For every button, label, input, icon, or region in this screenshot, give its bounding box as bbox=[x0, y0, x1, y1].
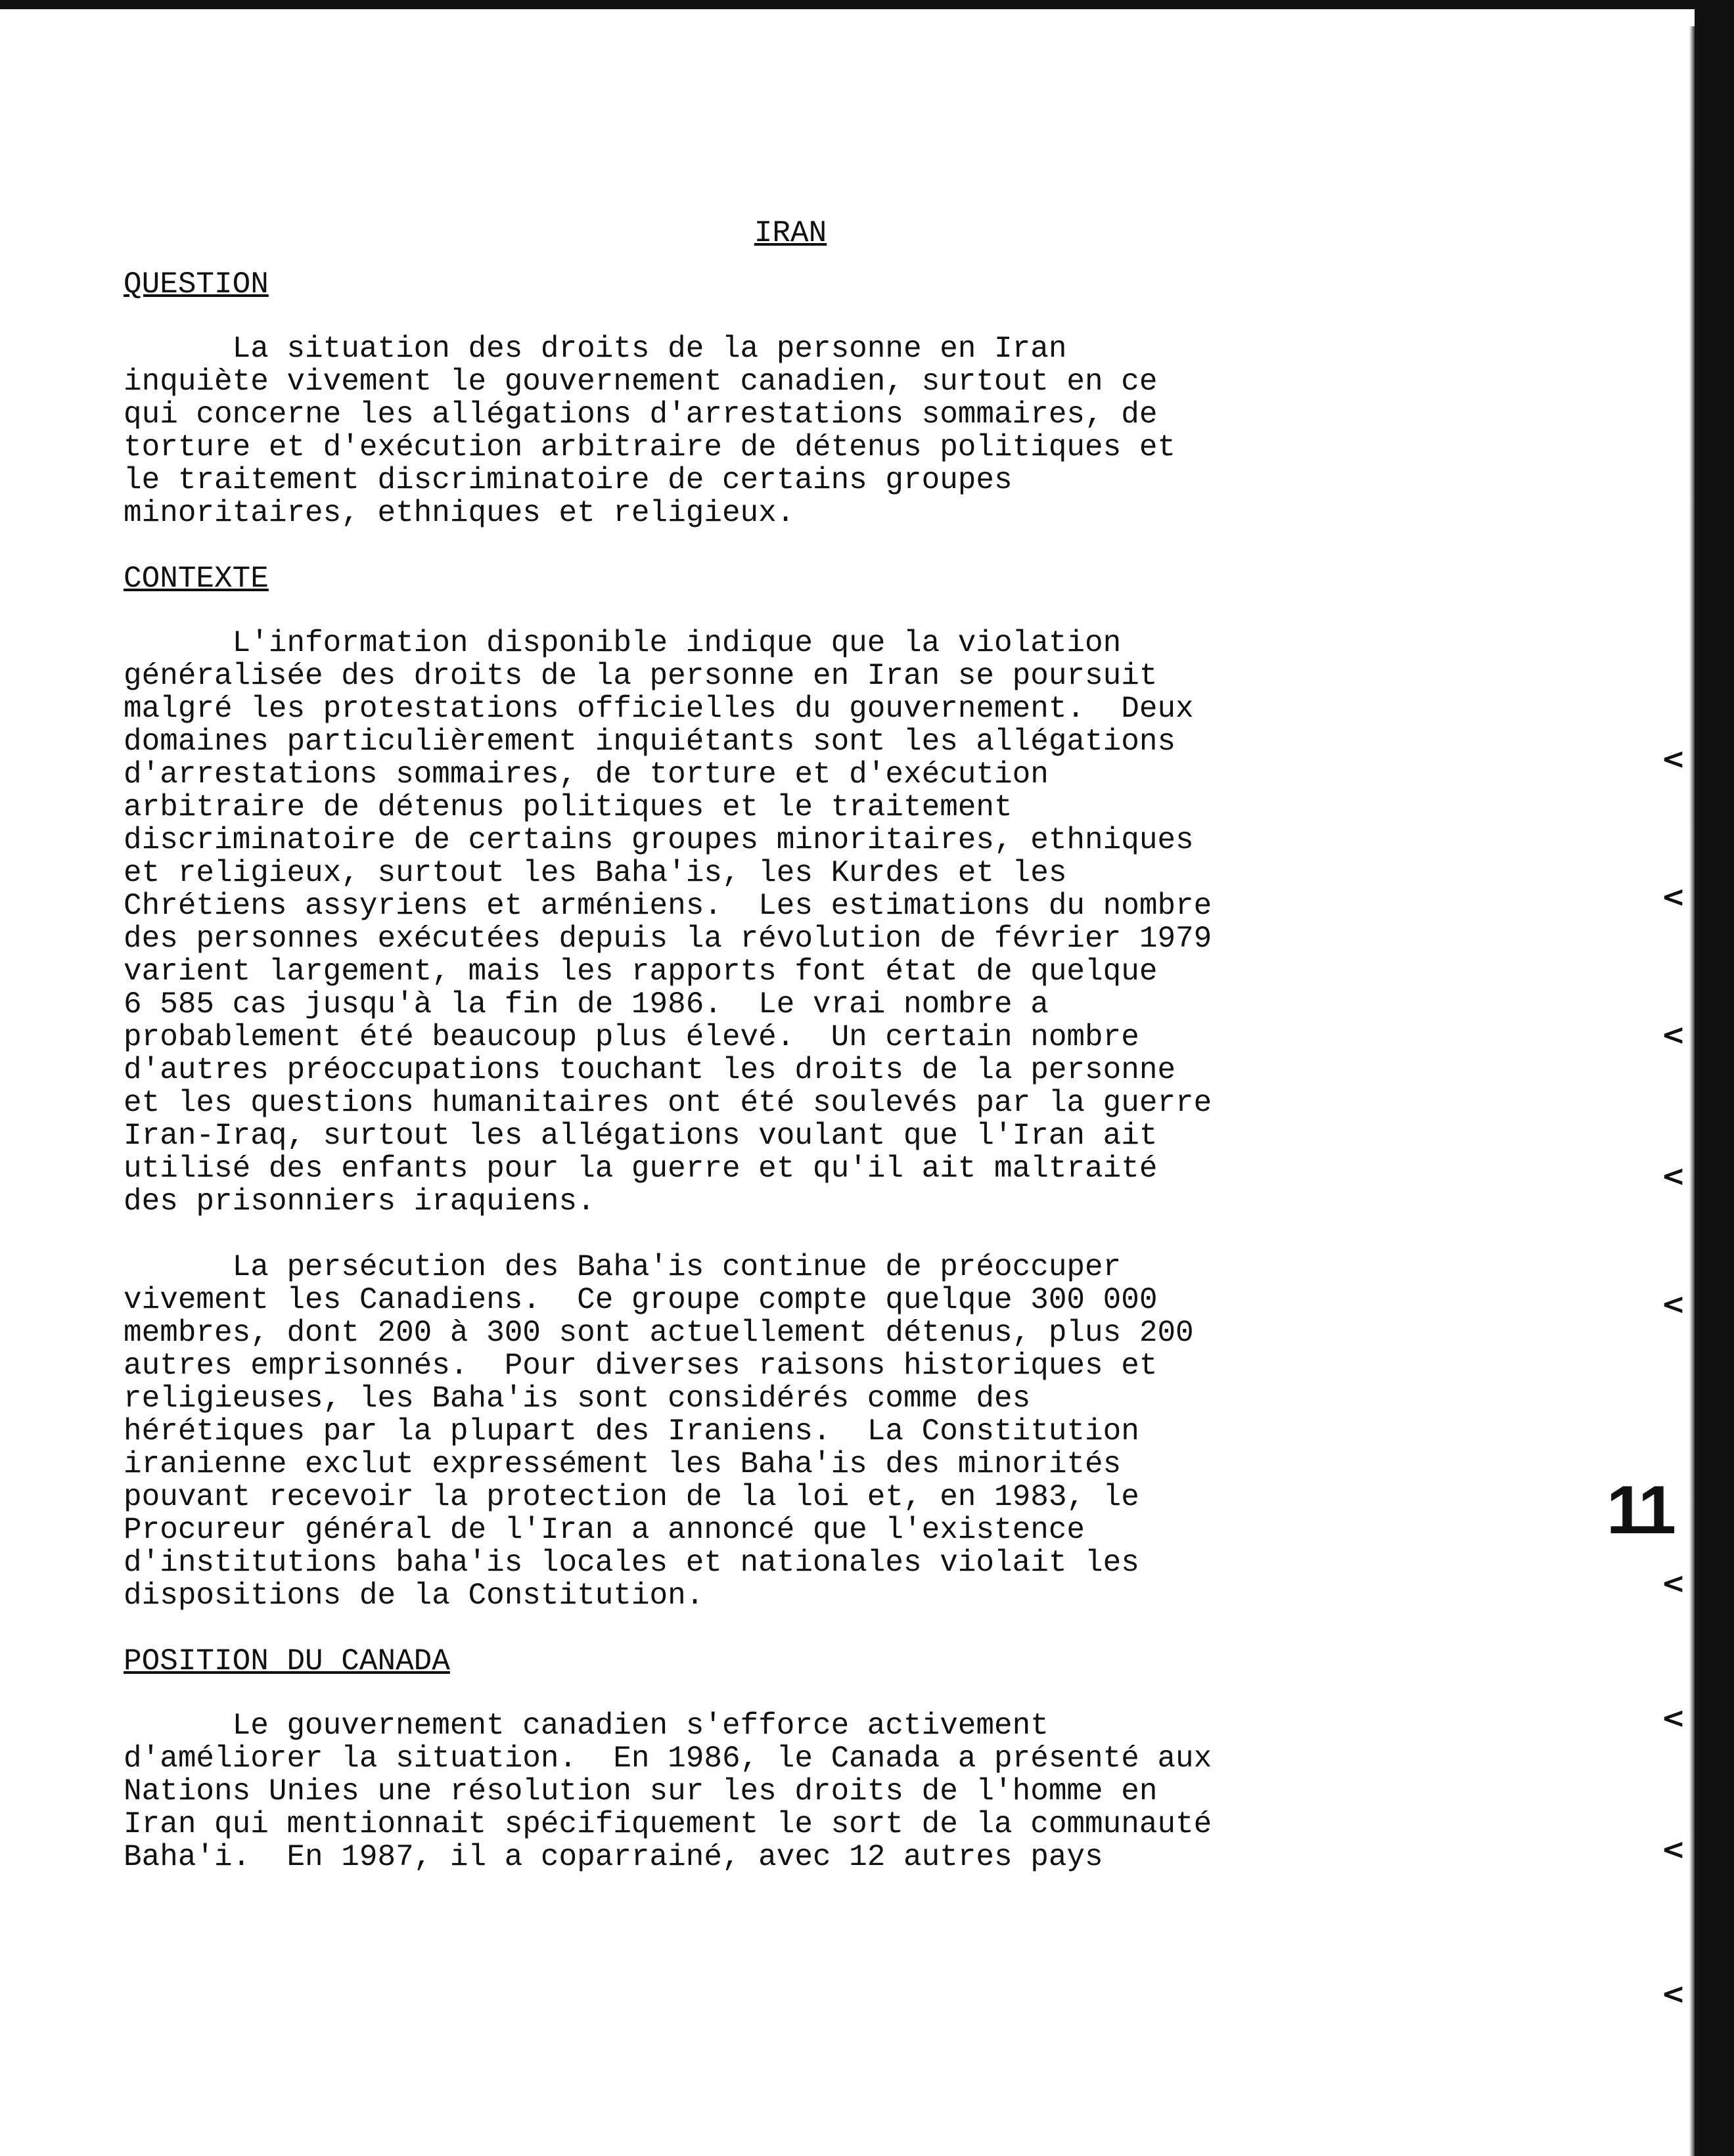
margin-tick-mark: < bbox=[1661, 1833, 1685, 1866]
margin-tick-mark: < bbox=[1661, 742, 1685, 776]
margin-tick-mark: < bbox=[1661, 1977, 1685, 2011]
paragraph-question: La situation des droits de la personne en Iran inquiète vivement le gouvernement canadien, surtout en ce qui concerne les allégations d'arrestations sommaires, de torture et d'exécution arbitraire de détenus politiques et le traitement discriminatoire de certains groupes minoritaires, ethniques et religieux. bbox=[124, 332, 1176, 530]
margin-tick-mark: < bbox=[1661, 1288, 1685, 1321]
margin-tick-mark: < bbox=[1661, 880, 1685, 914]
document-title: IRAN bbox=[754, 216, 827, 250]
document-body bbox=[124, 217, 1326, 1906]
margin-tick-mark: < bbox=[1661, 1159, 1685, 1193]
paragraph-contexte-2: La persécution des Baha'is continue de préoccuper vivement les Canadiens. Ce groupe compte quelque 300 000 membres, dont 200 à 300 sont actuellement détenus, plus 200 autres emprisonnés. Pour diverses raisons historiques et religieuses, les Baha'is sont considérés comme des hérétiques par la plupart des Iraniens. La Constitution iranienne exclut expressément les Baha'is des minorités pouvant recevoir la protection de la loi et, en 1983, le Procureur général de l'Iran a annoncé que l'existence d'institutions baha'is locales et nationales violait les dispositions de la Constitution. bbox=[124, 1250, 1194, 1613]
scan-binding-strip bbox=[1695, 0, 1734, 2156]
section-heading-position: POSITION DU CANADA bbox=[124, 1644, 450, 1678]
paragraph-contexte-1: L'information disponible indique que la violation généralisée des droits de la personne en Iran se poursuit malgré les protestations officielles du gouvernement. Deux domaines particulièrement inquiétants sont les allégations d'arrestations sommaires, de torture et d'exécution arbitraire de détenus politiques et le traitement discriminatoire de certains groupes minoritaires, ethniques et religieux, surtout les Baha'is, les Kurdes et les Chrétiens assyriens et arméniens. Les estimations du nombre des personnes exécutées depuis la révolution de février 1979 varient largement, mais les rapports font état de quelque 6 585 cas jusqu'à la fin de 1986. Le vrai nombre a probablement été beaucoup plus élevé. Un certain nombre d'autres préoccupations touchant les droits de la personne et les questions humanitaires ont été soulevés par la guerre Iran-Iraq, surtout les allégations voulant que l'Iran ait utilisé des enfants pour la guerre et qu'il ait maltraité des prisonniers iraquiens. bbox=[124, 626, 1212, 1219]
section-tab-number: 11 bbox=[1607, 1472, 1674, 1548]
scan-top-edge bbox=[0, 0, 1734, 9]
section-heading-question: QUESTION bbox=[124, 267, 269, 302]
scan-binding-edge bbox=[1689, 26, 1695, 2156]
margin-tick-mark: < bbox=[1661, 1567, 1685, 1600]
paragraph-position: Le gouvernement canadien s'efforce activement d'améliorer la situation. En 1986, le Canada a présenté aux Nations Unies une résolution sur les droits de l'homme en Iran qui mentionnait spécifiquement le sort de la communauté Baha'i. En 1987, il a coparrainé, avec 12 autres pays bbox=[124, 1709, 1212, 1874]
section-heading-contexte: CONTEXTE bbox=[124, 562, 269, 596]
margin-tick-mark: < bbox=[1661, 1018, 1685, 1052]
margin-tick-mark: < bbox=[1661, 1701, 1685, 1735]
